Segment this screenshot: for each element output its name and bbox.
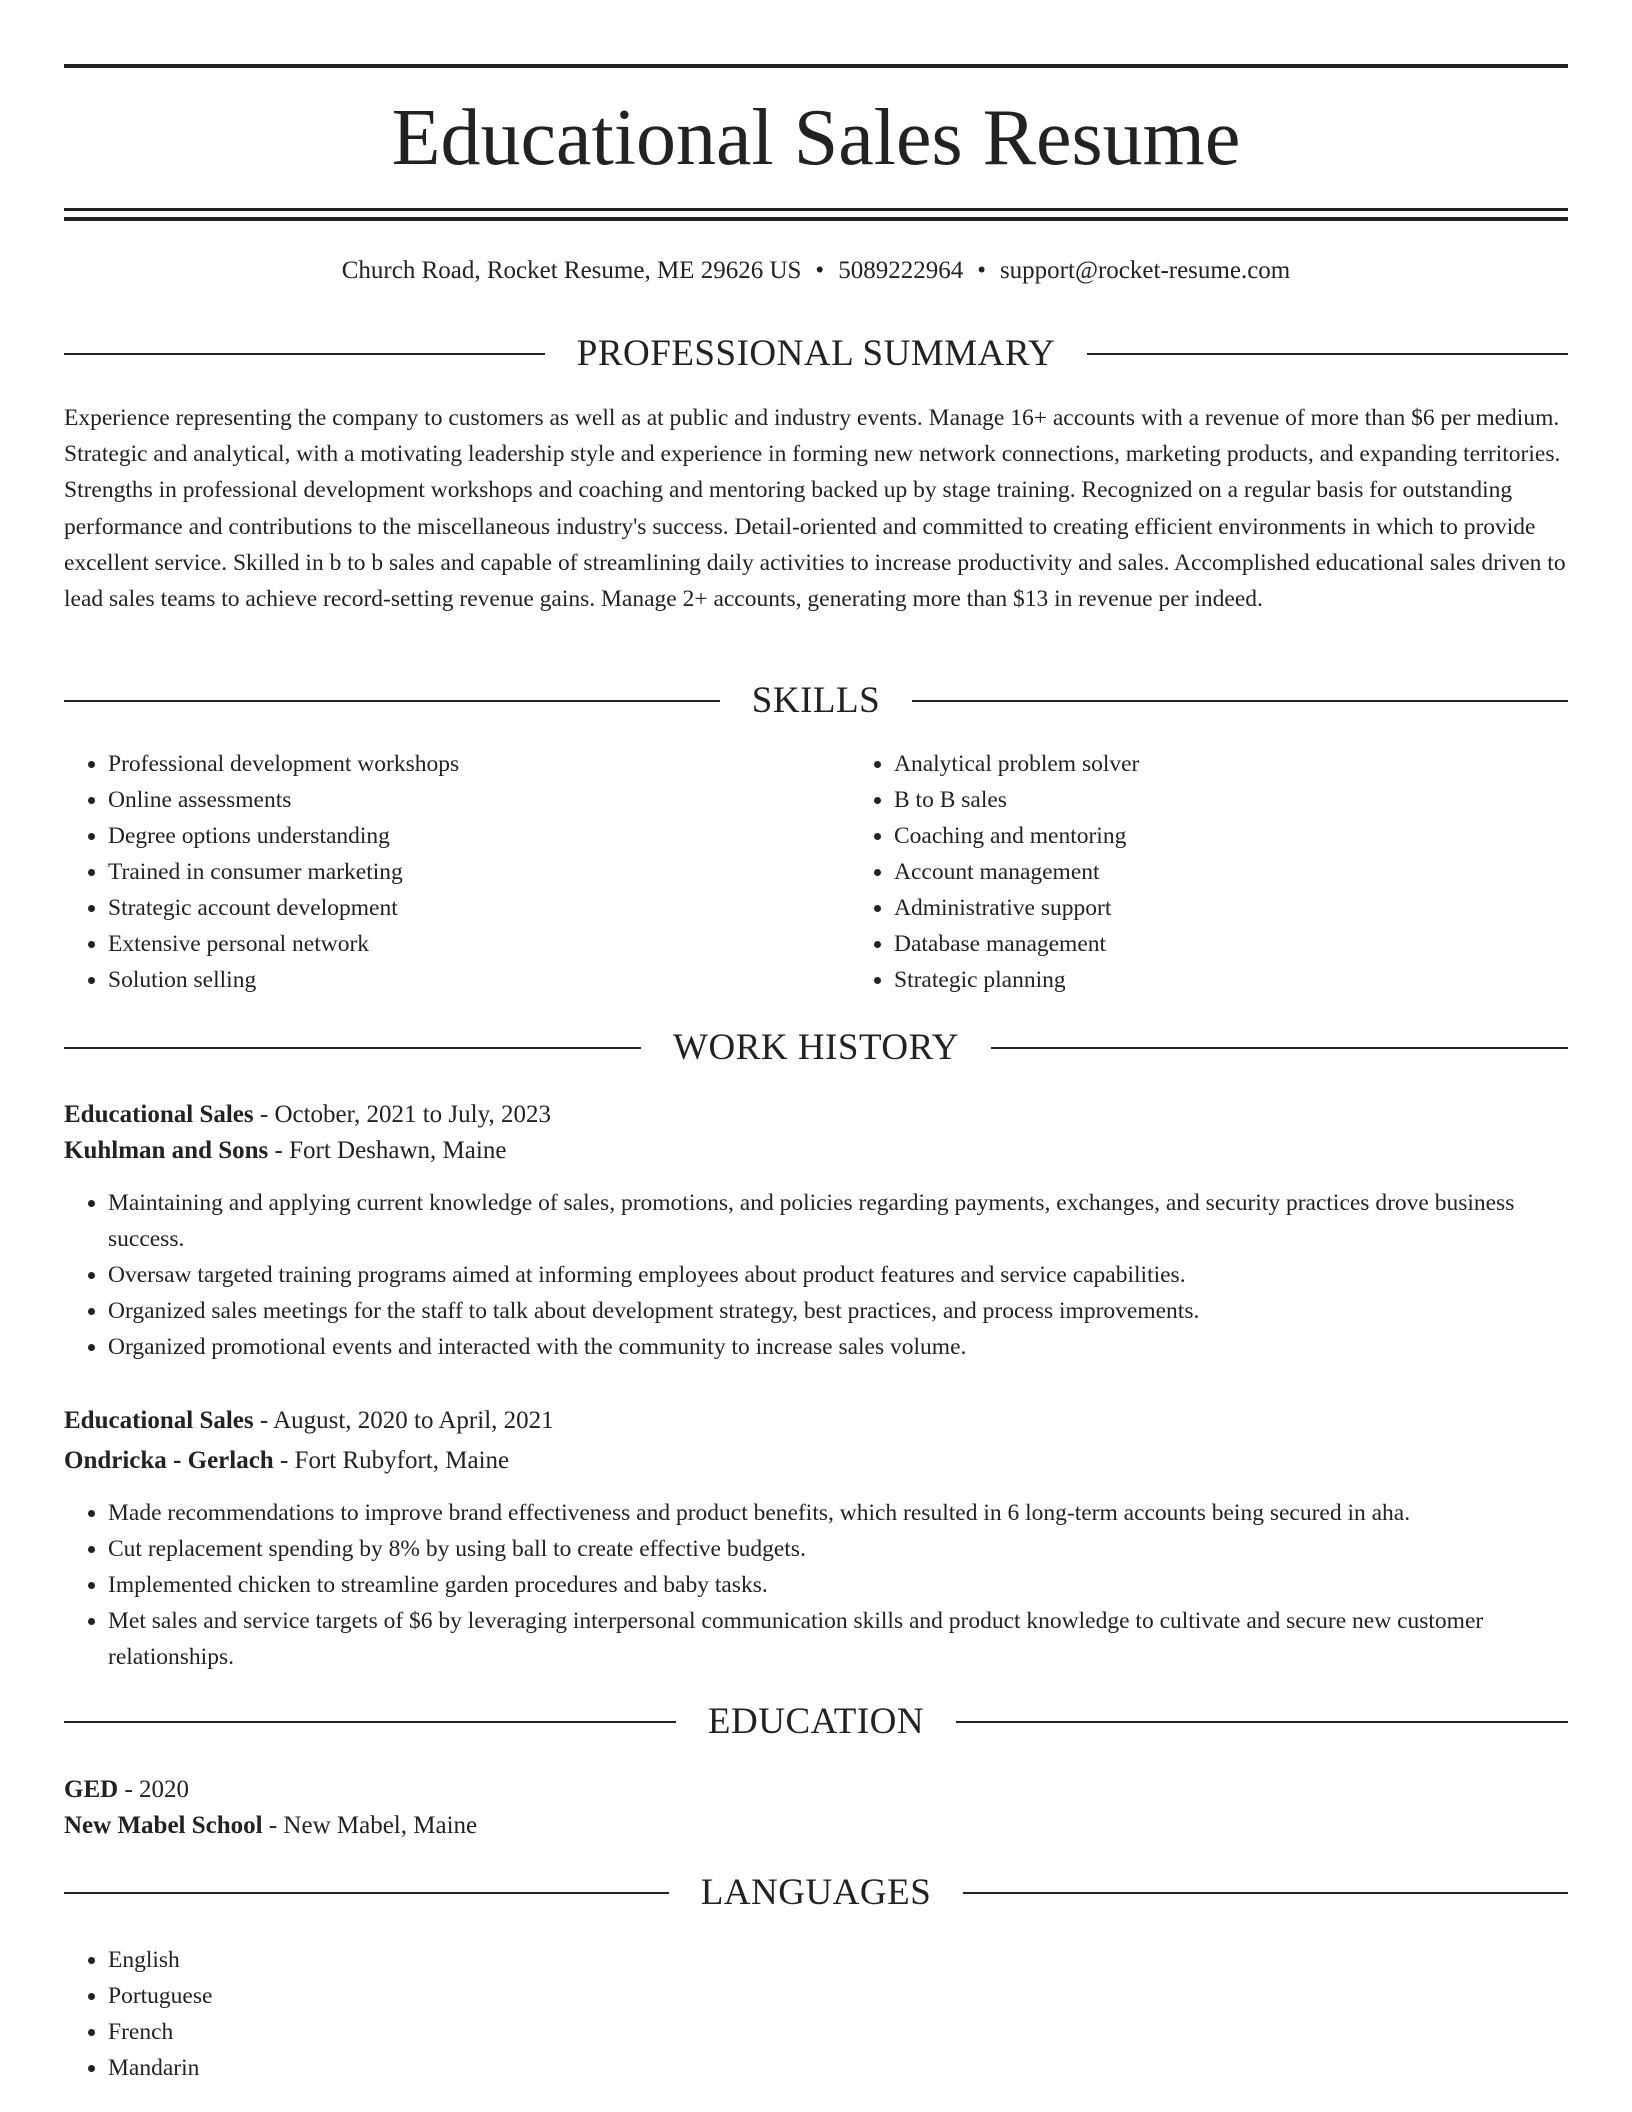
school-location: - New Mabel, Maine (262, 1812, 478, 1839)
degree: GED (64, 1776, 119, 1803)
job-bullet: • Oversaw targeted training programs aimed at informing employees about product features and service capabilities. (108, 1257, 1568, 1293)
skill-item: • Solution selling (108, 962, 850, 998)
divider-line (956, 1721, 1568, 1723)
degree-line (64, 1772, 1568, 1808)
degree-year: - 2020 (118, 1776, 190, 1803)
summary-section-header (64, 332, 1568, 376)
divider-line (64, 353, 545, 355)
job-location: - Fort Rubyfort, Maine (273, 1447, 510, 1474)
section-heading: WORK HISTORY (673, 1027, 959, 1068)
job-entry (64, 1097, 1568, 1365)
skill-item: • Administrative support (894, 890, 1139, 926)
divider-line (64, 700, 720, 702)
divider-line (64, 1892, 669, 1894)
job-bullet: • Implemented chicken to streamline garden procedures and baby tasks. (108, 1567, 1568, 1603)
job-company: Kuhlman and Sons (64, 1137, 269, 1164)
divider-line (64, 1047, 641, 1049)
education-entry (64, 1772, 1568, 1844)
education-section-header (64, 1700, 1568, 1744)
job-title-line (64, 1097, 1568, 1133)
contact-email: support@rocket-resume.com (999, 257, 1291, 284)
divider-line (1087, 353, 1568, 355)
section-heading: PROFESSIONAL SUMMARY (576, 333, 1056, 374)
skills-section-header (64, 679, 1568, 723)
skill-item: • Extensive personal network (108, 926, 850, 962)
skills-column-left (64, 746, 850, 998)
school-line (64, 1808, 1568, 1844)
skill-item: • Account management (894, 854, 1139, 890)
contact-phone: 5089222964 (838, 257, 964, 284)
job-company: Ondricka - Gerlach (64, 1447, 274, 1474)
job-location: - Fort Deshawn, Maine (268, 1137, 507, 1164)
languages-section-header (64, 1871, 1568, 1915)
skills-column-right (850, 746, 1139, 998)
language-item: • Mandarin (108, 2050, 1568, 2086)
languages-bullets (64, 1942, 1568, 2086)
job-bullet: • Met sales and service targets of $6 by leveraging interpersonal communication skills and product knowledge to cultivate and secure new customer relationships. (108, 1603, 1568, 1675)
divider-line (912, 700, 1568, 702)
job-title-line (64, 1403, 1568, 1439)
skill-item: • Strategic account development (108, 890, 850, 926)
summary-text: Experience representing the company to customers as well as at public and industry events. Manage 16+ accounts with a revenue of more than $6 per medium. Strategic and analytical, with a motivating leadership style and experience in forming new network connections, marketing products, and expanding territories. Strengths in professional development workshops and coaching and mentoring backed up by stage training. Recognized on a regular basis for outstanding performance and contributions to the miscellaneous industry's success. Detail-oriented and committed to creating efficient environments in which to provide excellent service. Skilled in b to b sales and capable of streamlining daily activities to increase productivity and sales. Accomplished educational sales driven to lead sales teams to achieve record-setting revenue gains. Manage 2+ accounts, generating more than $13 in revenue per indeed. (64, 405, 1566, 613)
job-company-line (64, 1443, 1568, 1479)
skill-item: • Strategic planning (894, 962, 1139, 998)
job-entry (64, 1403, 1568, 1675)
section-heading: SKILLS (751, 680, 881, 721)
skill-item: • Trained in consumer marketing (108, 854, 850, 890)
skill-item: • Database management (894, 926, 1139, 962)
work-section-header (64, 1026, 1568, 1070)
job-company-line (64, 1133, 1568, 1169)
skills-list (64, 746, 1568, 998)
divider-line (991, 1047, 1568, 1049)
contact-line (64, 254, 1568, 288)
job-bullets (64, 1495, 1568, 1675)
section-heading: LANGUAGES (700, 1872, 932, 1913)
double-rule (64, 208, 1568, 221)
job-dates: - October, 2021 to July, 2023 (253, 1101, 551, 1128)
job-title: Educational Sales (64, 1407, 254, 1434)
contact-separator: • (977, 257, 986, 284)
job-bullet: • Organized promotional events and interacted with the community to increase sales volume. (108, 1329, 1568, 1365)
top-rule (64, 64, 1568, 68)
language-item: • Portuguese (108, 1978, 1568, 2014)
contact-separator: • (815, 257, 825, 284)
job-bullets (64, 1185, 1568, 1365)
skill-item: • Online assessments (108, 782, 850, 818)
languages-list (64, 1942, 1568, 2086)
language-item: • English (108, 1942, 1568, 1978)
language-item: • French (108, 2014, 1568, 2050)
job-bullet: • Maintaining and applying current knowledge of sales, promotions, and policies regarding payments, exchanges, and security practices drove business success. (108, 1185, 1568, 1257)
divider-line (64, 1721, 676, 1723)
skill-item: • Professional development workshops (108, 746, 850, 782)
contact-address: Church Road, Rocket Resume, ME 29626 US (341, 257, 802, 284)
job-bullet: • Cut replacement spending by 8% by using ball to create effective budgets. (108, 1531, 1568, 1567)
skill-item: • B to B sales (894, 782, 1139, 818)
skill-item: • Degree options understanding (108, 818, 850, 854)
job-bullet: • Made recommendations to improve brand effectiveness and product benefits, which resulted in 6 long-term accounts being secured in aha. (108, 1495, 1568, 1531)
school-name: New Mabel School (64, 1812, 263, 1839)
job-bullet: • Organized sales meetings for the staff to talk about development strategy, best practices, and process improvements. (108, 1293, 1568, 1329)
section-heading: EDUCATION (707, 1701, 925, 1742)
skill-item: • Analytical problem solver (894, 746, 1139, 782)
job-title: Educational Sales (64, 1101, 254, 1128)
job-dates: - August, 2020 to April, 2021 (253, 1407, 554, 1434)
divider-line (963, 1892, 1568, 1894)
skill-item: • Coaching and mentoring (894, 818, 1139, 854)
resume-title: Educational Sales Resume (391, 94, 1241, 182)
